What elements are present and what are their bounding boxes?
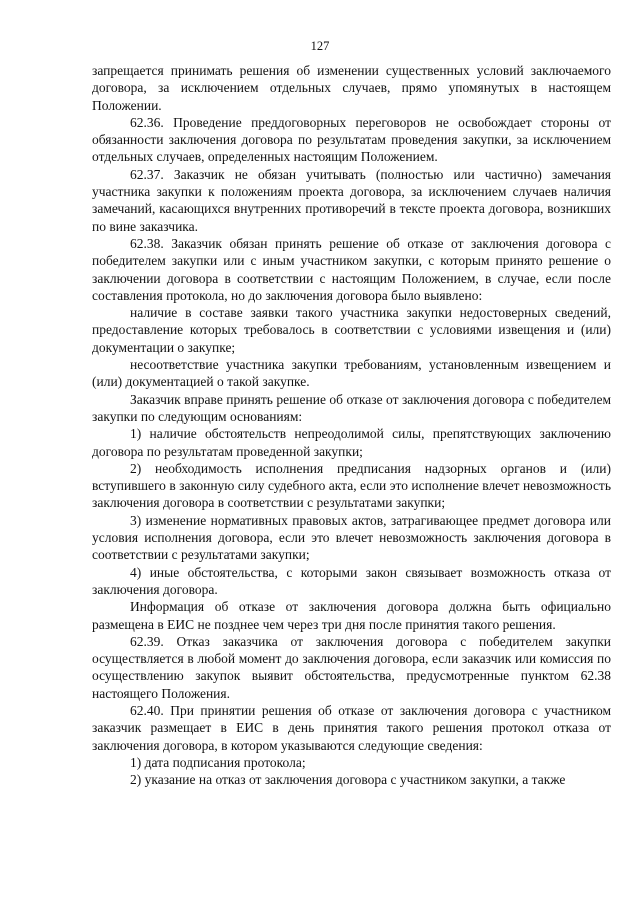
document-body	[92, 62, 611, 788]
paragraph: 62.36. Проведение преддоговорных переговоров не освобождает стороны от обязанности заключения договора по результатам проведения закупки, за исключением отдельных случаев, определенных настоящим Положением.	[92, 114, 611, 165]
paragraph: Информация об отказе от заключения договора должна быть официально размещена в ЕИС не позднее чем через три дня после принятия такого решения.	[92, 599, 611, 632]
paragraph: Заказчик вправе принять решение об отказе от заключения договора с победителем закупки по следующим основаниям:	[92, 391, 611, 424]
paragraph: 3) изменение нормативных правовых актов, затрагивающее предмет договора или условия исполнения договора, если это влечет невозможность заключения договора в соответствии с результатами закупки;	[92, 512, 611, 563]
paragraph: 1) наличие обстоятельств непреодолимой силы, препятствующих заключению договора по результатам проведенной закупки;	[92, 426, 611, 459]
paragraph: 2) необходимость исполнения предписания надзорных органов и (или) вступившего в законную силу судебного акта, если это исполнение влечет невозможность заключения договора в соответствии с результатами закупки;	[92, 460, 611, 511]
paragraph: 62.37. Заказчик не обязан учитывать (полностью или частично) замечания участника закупки к положениям проекта договора, за исключением случаев наличия замечаний, касающихся внутренних противоречий в тексте проекта договора, возникших по вине заказчика.	[92, 166, 611, 234]
paragraph: запрещается принимать решения об изменении существенных условий заключаемого договора, за исключением отдельных случаев, прямо упомянутых в настоящем Положении.	[92, 63, 611, 113]
paragraph: 62.38. Заказчик обязан принять решение об отказе от заключения договора с победителем закупки или с иным участником закупки, с которым принято решение о заключении договора в соответствии с настоящим Положением, в случае, если после составления протокола, но до заключения договора было выявлено:	[92, 235, 611, 303]
paragraph: несоответствие участника закупки требованиям, установленным извещением и (или) документацией о такой закупке.	[92, 357, 611, 390]
paragraph: 2) указание на отказ от заключения договора с участником закупки, а также	[130, 772, 566, 788]
paragraph: наличие в составе заявки такого участника закупки недостоверных сведений, предоставление которых требовалось в соответствии с условиями извещения и (или) документации о закупке;	[92, 305, 611, 355]
paragraph: 62.40. При принятии решения об отказе от заключения договора с участником заказчик размещает в ЕИС в день принятия такого решения протокол отказа от заключения договора, в котором указываются следующие сведения:	[92, 702, 611, 753]
paragraph: 1) дата подписания протокола;	[130, 754, 306, 770]
paragraph: 4) иные обстоятельства, с которыми закон связывает возможность отказа от заключения договора.	[92, 564, 611, 597]
paragraph: 62.39. Отказ заказчика от заключения договора с победителем закупки осуществляется в любой момент до заключения договора, если заказчик или комиссия по осуществлению закупок выявит обстоятельства, предусмотренные пунктом 62.38 настоящего Положения.	[92, 633, 611, 701]
page-number: 127	[310, 39, 330, 53]
